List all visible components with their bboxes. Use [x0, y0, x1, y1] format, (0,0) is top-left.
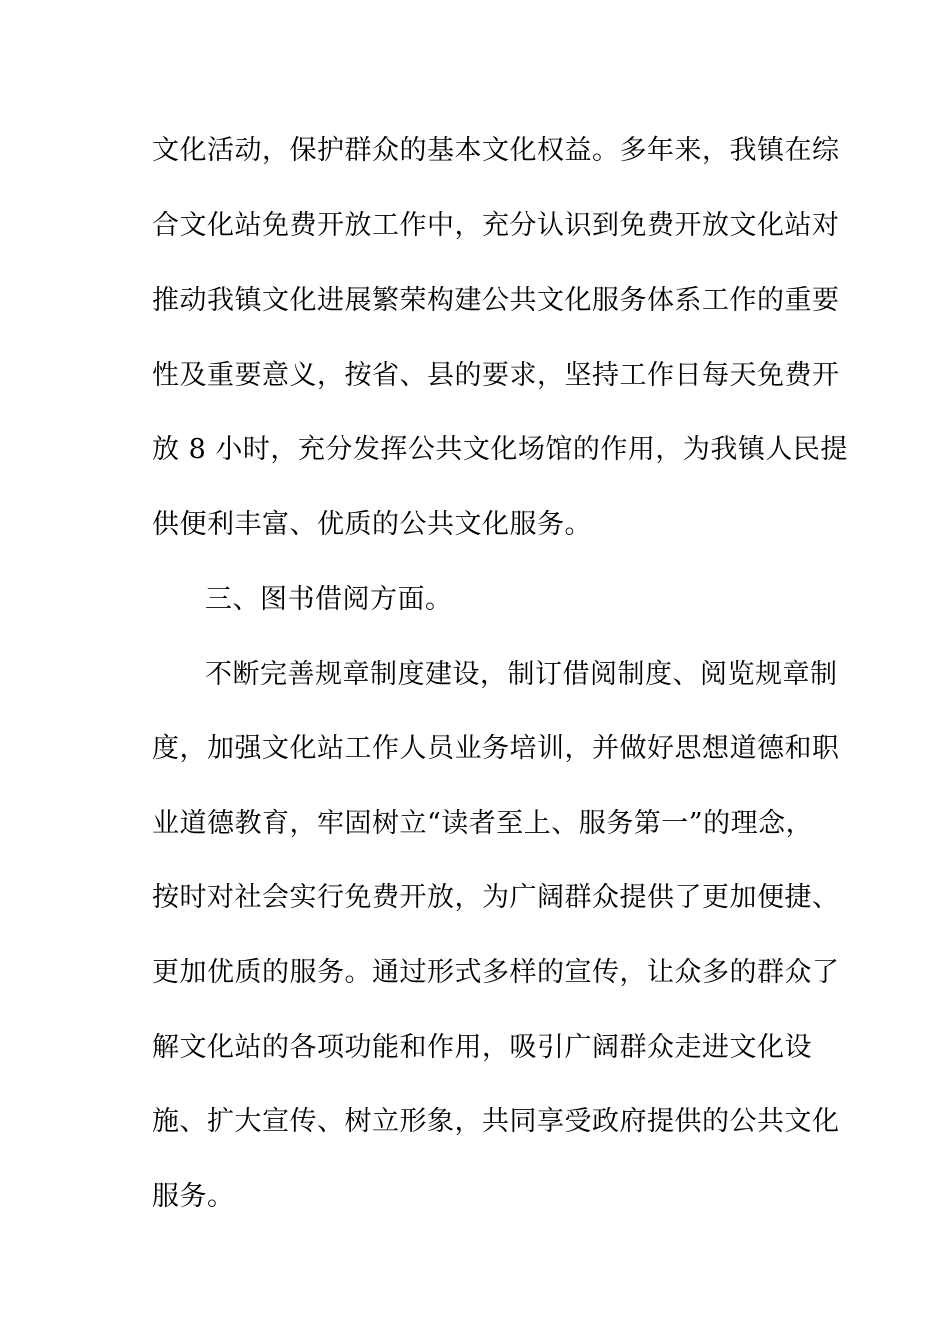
text-line: 度，加强文化站工作人员业务培训，并做好思想道德和职	[152, 733, 840, 764]
text-line: 解文化站的各项功能和作用，吸引广阔群众走进文化设	[152, 1032, 812, 1063]
text-line: 施、扩大宣传、树立形象，共同享受政府提供的公共文化	[152, 1106, 840, 1137]
text-line: 供便利丰富、优质的公共文化服务。	[152, 509, 592, 540]
paragraph-first-line: 不断完善规章制度建设，制订借阅制度、阅览规章制	[205, 659, 838, 690]
text-line: 放 8 小时，充分发挥公共文化场馆的作用，为我镇人民提	[152, 434, 848, 465]
text-line: 合文化站免费开放工作中，充分认识到免费开放文化站对	[152, 210, 840, 241]
section-heading: 三、图书借阅方面。	[205, 584, 453, 615]
text-line: 性及重要意义，按省、县的要求，坚持工作日每天免费开	[152, 360, 840, 391]
text-line: 文化活动，保护群众的基本文化权益。多年来，我镇在综	[152, 135, 840, 166]
text-line: 按时对社会实行免费开放，为广阔群众提供了更加便捷、	[152, 882, 840, 913]
text-line: 更加优质的服务。通过形式多样的宣传，让众多的群众了	[152, 957, 840, 988]
text-line: 服务。	[152, 1181, 235, 1212]
text-line: 业道德教育，牢固树立“读者至上、服务第一”的理念，	[152, 808, 814, 839]
text-line: 推动我镇文化进展繁荣构建公共文化服务体系工作的重要	[152, 285, 840, 316]
